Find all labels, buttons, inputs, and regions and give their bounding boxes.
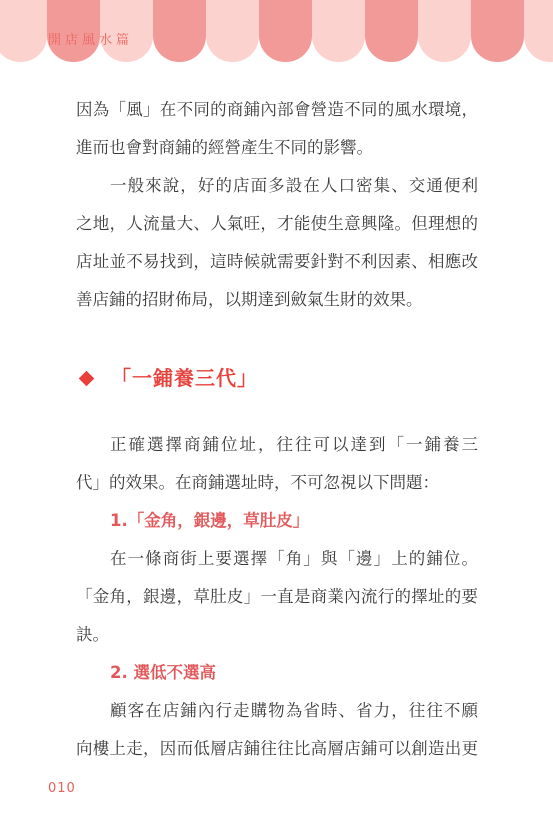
text-line: 善店鋪的招財佈局，以期達到斂氣生財的效果。 <box>76 290 423 309</box>
awning-stripe <box>418 0 471 62</box>
awning-stripe <box>206 0 259 62</box>
section-title: 「一鋪養三代」 <box>111 366 258 390</box>
awning-header <box>0 0 553 64</box>
intro-text <box>76 91 478 319</box>
subheading-point-2: 2. 選低不選高 <box>110 663 216 682</box>
section-body <box>76 426 478 768</box>
awning-stripe <box>524 0 553 62</box>
awning-stripe <box>312 0 365 62</box>
text-line: 訣。 <box>76 625 109 644</box>
text-line: 因為「風」在不同的商鋪內部會營造不同的風水環境， <box>76 100 478 119</box>
page-number: 010 <box>48 781 76 796</box>
text-line: 之地，人流量大、人氣旺，才能使生意興隆。但理想的 <box>76 214 478 233</box>
awning-stripe <box>471 0 524 62</box>
text-line: 向樓上走，因而低層店鋪往往比高層店鋪可以創造出更 <box>76 739 478 758</box>
awning-stripe <box>365 0 418 62</box>
text-line: 在一條商街上要選擇「角」與「邊」上的鋪位。 <box>110 549 478 568</box>
text-line: 顧客在店鋪內行走購物為省時、省力，往往不願 <box>110 701 478 720</box>
awning-stripe <box>47 0 100 62</box>
text-line: 正確選擇商鋪位址，往往可以達到「一鋪養三 <box>110 435 478 454</box>
subheading-point-1: 1.「金角，銀邊，草肚皮」 <box>110 511 310 530</box>
text-line: 代」的效果。在商鋪選址時，不可忽視以下問題： <box>76 473 439 492</box>
awning-stripe <box>259 0 312 62</box>
text-line: 「金角，銀邊，草肚皮」一直是商業內流行的擇址的要 <box>76 587 478 606</box>
text-line: 一般來說，好的店面多設在人口密集、交通便利 <box>110 176 478 195</box>
awning-stripe <box>100 0 153 62</box>
awning-stripe <box>153 0 206 62</box>
text-line: 店址並不易找到，這時候就需要針對不利因素、相應改 <box>76 252 478 271</box>
running-title: 開店風水篇 <box>48 33 134 48</box>
awning-stripe <box>0 0 47 62</box>
diamond-icon <box>79 370 95 386</box>
section-heading <box>76 362 258 394</box>
awning-stripes <box>0 0 553 62</box>
text-line: 進而也會對商鋪的經營產生不同的影響。 <box>76 138 373 157</box>
